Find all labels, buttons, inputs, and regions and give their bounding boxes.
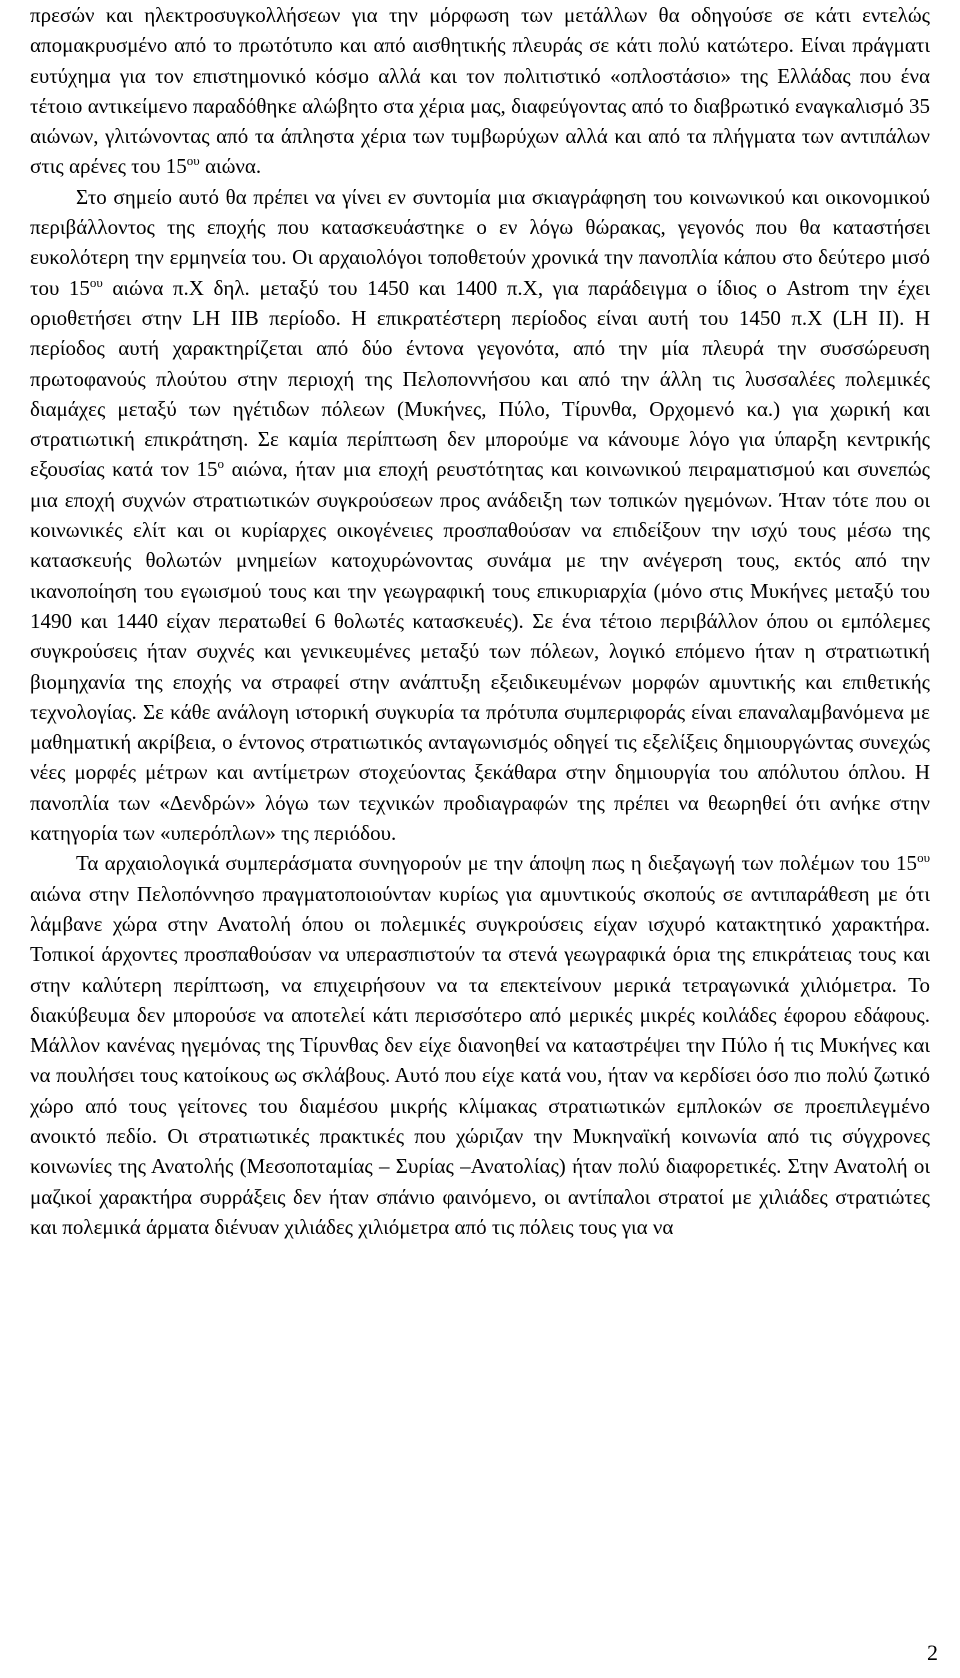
paragraph-3 (30, 848, 930, 1242)
superscript-ordinal: ου (186, 153, 200, 169)
paragraph-1-text-a: πρεσών και ηλεκτροσυγκολλήσεων για την μόρφωση των μετάλλων θα οδηγούσε σε κάτι εντελώς απομακρυσμένο από το πρωτότυπο και από αισθητικής πλευράς σε κάτι πολύ κατώτερο. Είναι πράγματι ευτύχημα για τον επιστημονικό κόσμο αλλά και τον πολιτιστικό «οπλοστάσιο» της Ελλάδας που ένα τέτοιο αντικείμενο παραδόθηκε αλώβητο στα χέρια μας, διαφεύγοντας από το διαβρωτικό εναγκαλισμό 35 αιώνων, γλιτώνοντας από τα άπληστα χέρια των τυμβωρύχων αλλά και από τα πλήγματα των αντιπάλων στις αρένες του 15 (30, 3, 930, 179)
paragraph-1-text-b: αιώνα. (199, 154, 262, 179)
paragraph-3-text-b: αιώνα στην Πελοπόννησο πραγματοποιούνταν κυρίως για αμυντικούς σκοπούς σε αντιπαράθεση με ότι λάμβανε χώρα στην Ανατολή όπου οι πολεμικές συγκρούσεις είχαν ισχυρό κατακτητικό χαρακτήρα. Τοπικοί άρχοντες προσπαθούσαν να υπερασπιστούν τα στενά γεωγραφικά όρια της επικράτειας τους και στην καλύτερη περίπτωση, να επιχειρήσουν να τα επεκτείνουν μερικά τετραγωνικά χιλιόμετρα. Το διακύβευμα δεν μπορούσε να αποτελεί κάτι περισσότερο από μερικές μικρές κοιλάδες έφορου εδάφους. Μάλλον κανένας ηγεμόνας της Τίρυνθας δεν είχε διανοηθεί να καταστρέψει την Πύλο ή τις Μυκήνες και να πουλήσει τους κατοίκους ως σκλάβους. Αυτό που είχε κατά νου, ήταν να κερδίσει όσο πιο πολύ ζωτικό χώρο από τους γείτονες του διαμέσου μικρής κλίμακας στρατιωτικών εμπλοκών σε προεπιλεγμένο ανοικτό πεδίο. Οι στρατιωτικές πρακτικές που χώριζαν την Μυκηναϊκή κοινωνία από τις σύγχρονες κοινωνίες της Ανατολής (Μεσοποταμίας – Συρίας –Ανατολίας) ήταν πολύ διαφορετικές. Στην Ανατολή οι μαζικοί χαρακτήρα συρράξεις δεν ήταν σπάνιο φαινόμενο, οι αντίπαλοι στρατοί με χιλιάδες στρατιώτες και πολεμικά άρματα διένυαν χιλιάδες χιλιόμετρα από τις πόλεις τους για να (30, 881, 930, 1239)
superscript-ordinal: ου (917, 850, 930, 866)
paragraph-2-text-a: Στο σημείο αυτό θα πρέπει να γίνει εν συντομία μια σκιαγράφηση του κοινωνικού και οικονομικού περιβάλλοντος της εποχής που κατασκευάστηκε ο εν λόγω θώρακας, γεγονός που θα καταστήσει ευκολότερη την ερμηνεία του. Οι αρχαιολόγοι τοποθετούν χρονικά την πανοπλία κάπου στο δεύτερο μισό του 15 (30, 184, 930, 300)
superscript-ordinal: ο (217, 456, 225, 472)
paragraph-2-text-c: αιώνα, ήταν μια εποχή ρευστότητας και κοινωνικού πειραματισμού και συνεπώς μια εποχή συχνών στρατιωτικών συγκρούσεων προς ανάδειξη των τοπικών ηγεμόνων. Ήταν τότε που οι κοινωνικές ελίτ και οι κυρίαρχες οικογένειες προσπαθούσαν να επιδείξουν την ισχύ τους μέσω της κατασκευής θολωτών μνημείων κατοχυρώνοντας συνάμα με την ανέγερση τους, εκτός από την ικανοποίηση του εγωισμού τους και την γεωγραφική τους επικυριαρχία (μόνο στις Μυκήνες μεταξύ του 1490 και 1440 είχαν περατωθεί 6 θολωτές κατασκευές). Σε ένα τέτοιο περιβάλλον όπου οι εμπόλεμες συγκρούσεις ήταν συχνές και γενικευμένες μεταξύ των πόλεων, λογικό επόμενο ήταν η στρατιωτική βιομηχανία της εποχής να στραφεί στην ανάπτυξη εξειδικευμένων μορφών αμυντικής και επιθετικής τεχνολογίας. Σε κάθε ανάλογη ιστορική συγκυρία τα πρότυπα συμπεριφοράς είναι επαναλαμβανόμενα με μαθηματική ακρίβεια, ο έντονος στρατιωτικός ανταγωνισμός οδηγεί τις εξελίξεις δημιουργώντας συνεχώς νέες μορφές μέτρων και αντίμετρων στοχεύοντας ξεκάθαρα στην δημιουργία του απόλυτου όπλου. Η πανοπλία των «Δενδρών» λόγω των τεχνικών προδιαγραφών της πρέπει να θεωρηθεί ότι ανήκε στην κατηγορία των «υπερόπλων» της περιόδου. (30, 457, 930, 846)
document-body (30, 0, 930, 1242)
paragraph-2 (30, 182, 930, 849)
paragraph-3-text-a: Τα αρχαιολογικά συμπεράσματα συνηγορούν με την άποψη πως η διεξαγωγή των πολέμων του 15 (76, 851, 918, 876)
paragraph-1 (30, 0, 930, 182)
page-number: 2 (927, 1640, 938, 1665)
paragraph-2-text-b: αιώνα π.Χ δηλ. μεταξύ του 1450 και 1400 π.Χ, για παράδειγμα ο ίδιος ο Astrom την έχει οριοθετήσει στην LH IIB περίοδο. Η επικρατέστερη περίοδος είναι αυτή του 1450 π.Χ (LH II). Η περίοδος αυτή χαρακτηρίζεται από δύο έντονα γεγονότα, από την μία πλευρά την συσσώρευση πρωτοφανούς πλούτου στην περιοχή της Πελοποννήσου και από την άλλη τις λυσσαλέες πολεμικές διαμάχες μεταξύ των ηγέτιδων πόλεων (Μυκήνες, Πύλο, Τίρυνθα, Ορχομενό κα.) για χωρική και στρατιωτική επικράτηση. Σε καμία περίπτωση δεν μπορούμε να κάνουμε λόγο για ύπαρξη κεντρικής εξουσίας κατά τον 15 (30, 275, 930, 482)
superscript-ordinal: ου (89, 274, 103, 290)
